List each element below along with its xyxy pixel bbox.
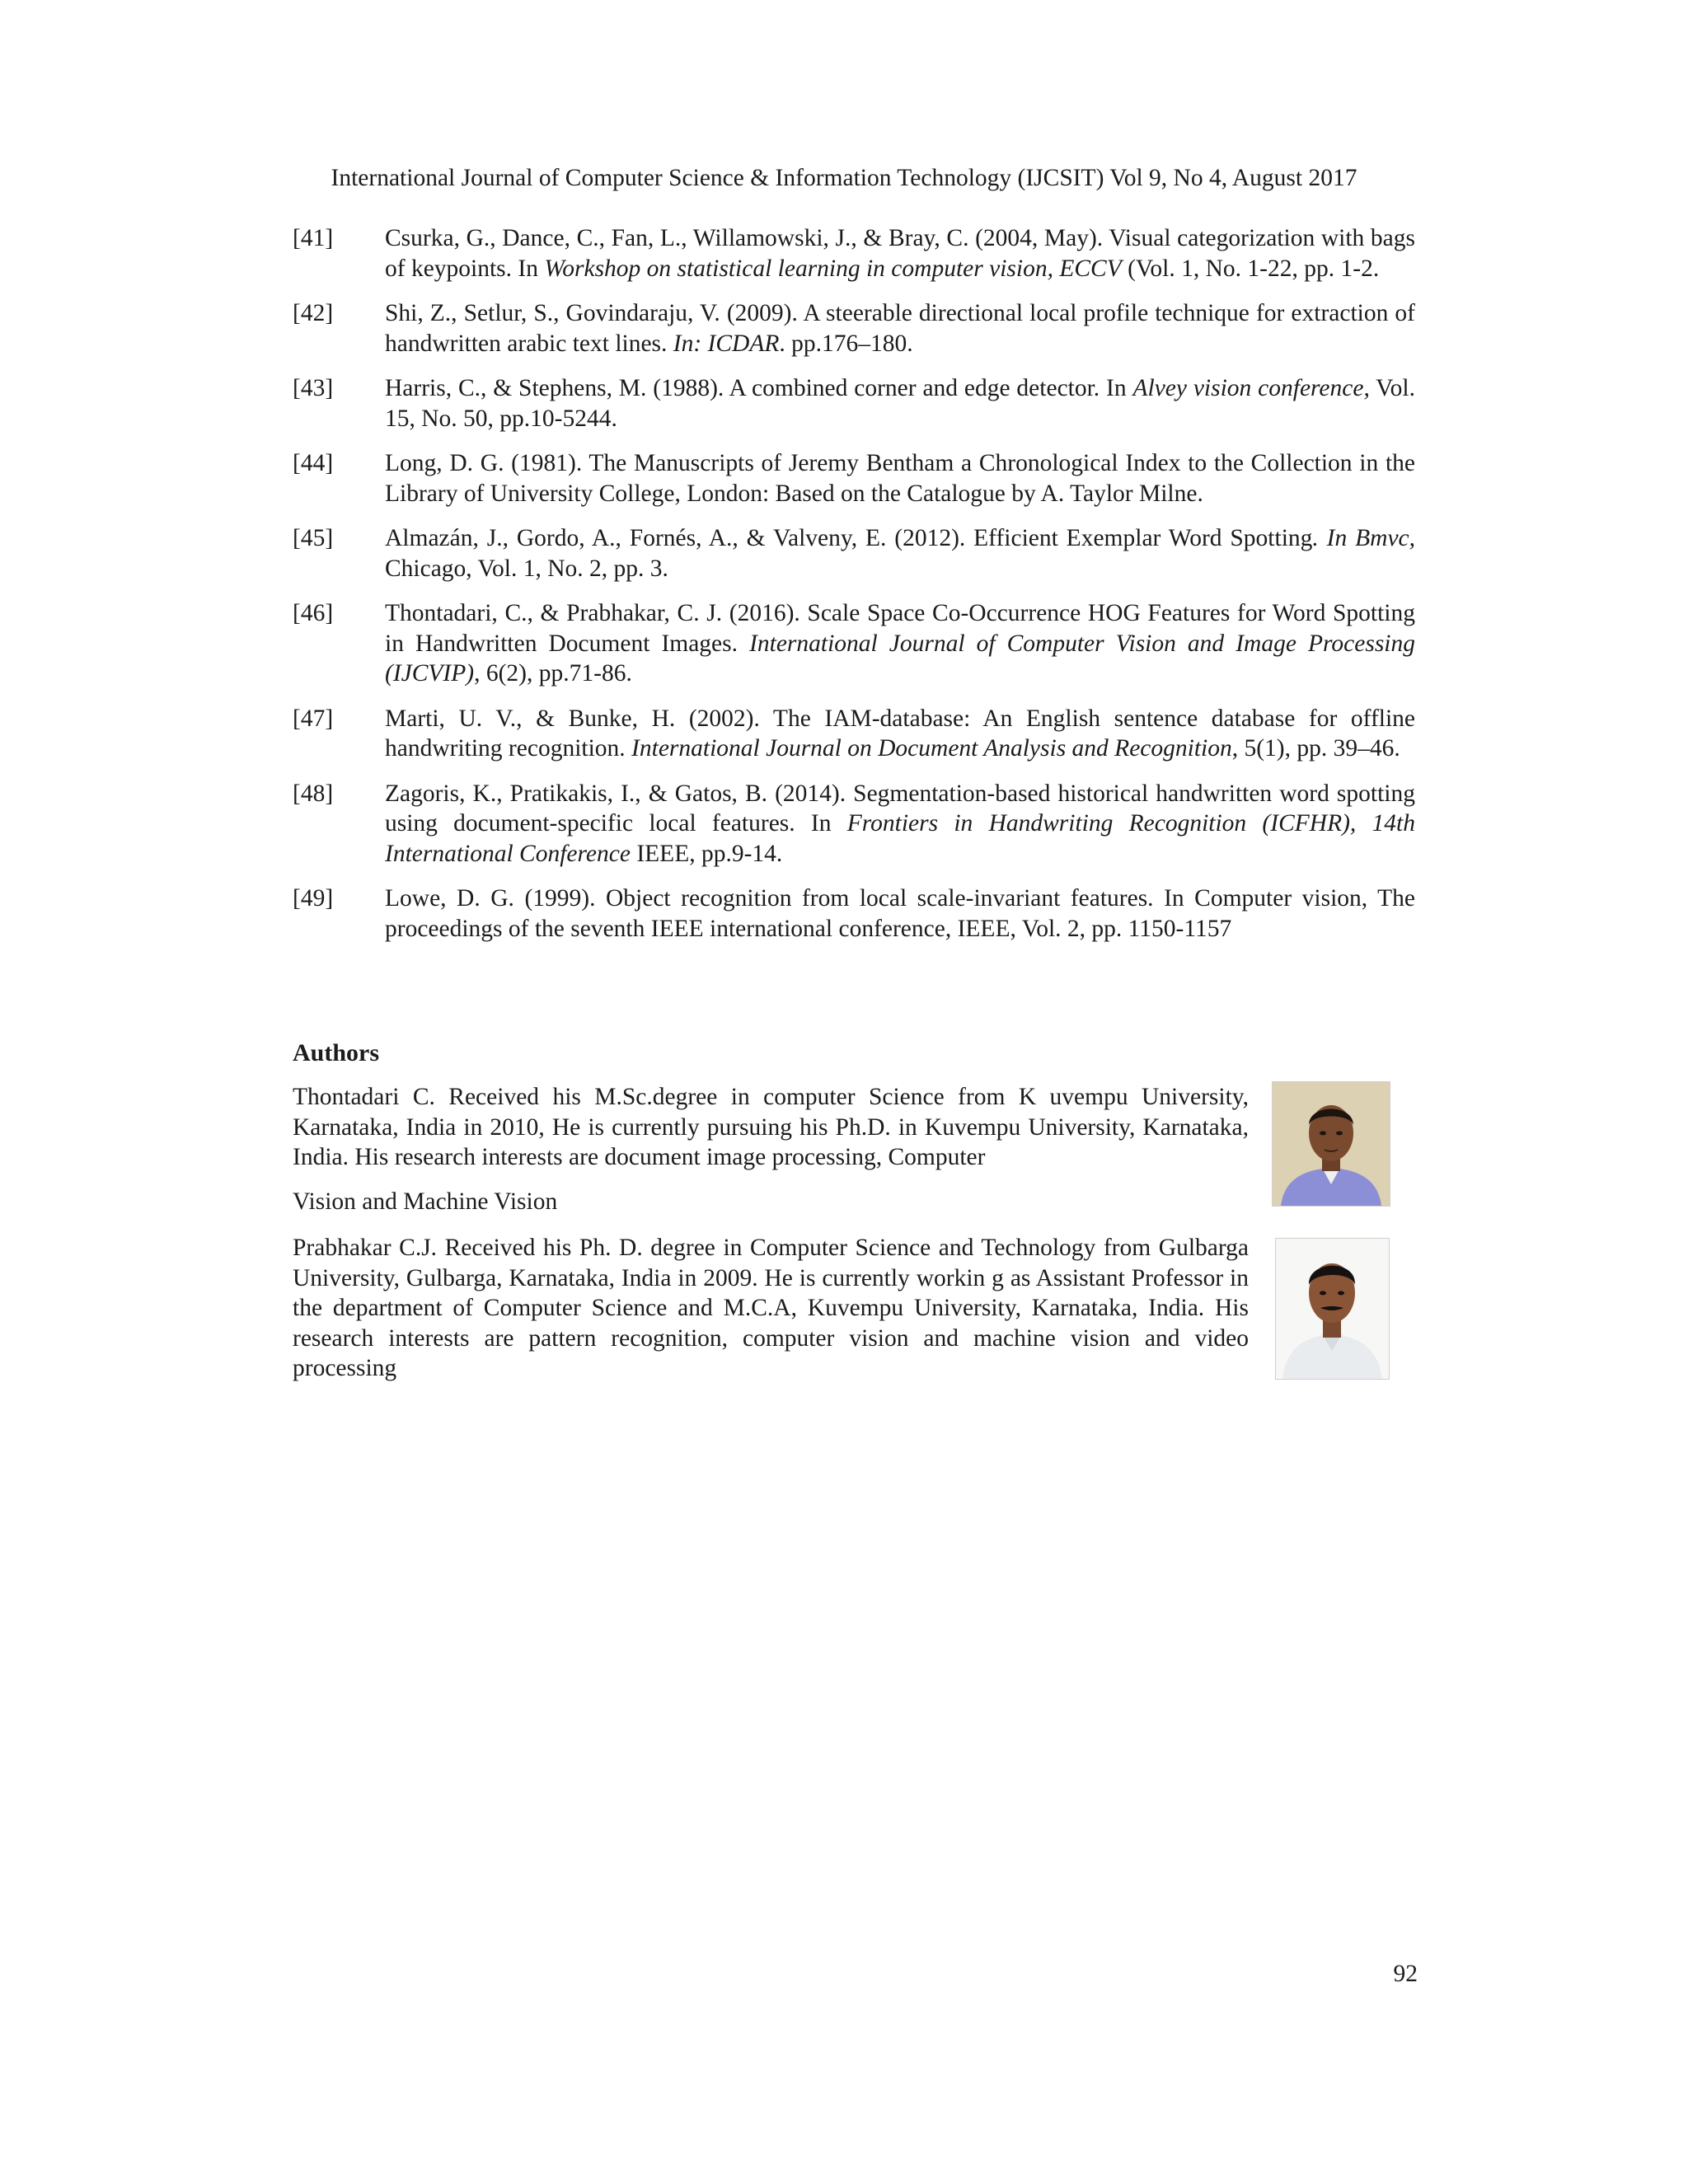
- reference-number: [42]: [293, 300, 334, 326]
- author-photo-prabhakar: [1275, 1238, 1390, 1380]
- reference-number: [46]: [293, 600, 334, 626]
- reference-text: Thontadari, C., & Prabhakar, C. J. (2016). Scale Space Co-Occurrence HOG Features for Word Spotting in Handwritten Document Images. International Journal of Computer Vision and Image Processing (IJCVIP), 6(2), pp.71-86.: [385, 600, 1415, 687]
- reference-item: [293, 223, 1415, 284]
- reference-item: [293, 448, 1415, 509]
- author-bio-prabhakar: Prabhakar C.J. Received his Ph. D. degree in Computer Science and Technology from Gulbarga University, Gulbarga, Karnataka, India in 2009. He is currently workin g as Assistant Professor in the department of Computer Science and M.C.A, Kuvempu University, Karnataka, India. His research interests are pattern recognition, computer vision and machine vision and video processing: [293, 1235, 1249, 1381]
- reference-number: [41]: [293, 225, 334, 251]
- reference-text: Long, D. G. (1981). The Manuscripts of Jeremy Bentham a Chronological Index to the Collection in the Library of University College, London: Based on the Catalogue by A. Taylor Milne.: [385, 450, 1415, 507]
- reference-item: [293, 598, 1415, 689]
- reference-item: [293, 298, 1415, 359]
- reference-number: [47]: [293, 705, 334, 732]
- reference-text: Almazán, J., Gordo, A., Fornés, A., & Valveny, E. (2012). Efficient Exemplar Word Spotting. In Bmvc, Chicago, Vol. 1, No. 2, pp. 3.: [385, 525, 1416, 582]
- reference-number: [49]: [293, 885, 334, 912]
- reference-number: [48]: [293, 780, 334, 807]
- reference-text: Zagoris, K., Pratikakis, I., & Gatos, B. (2014). Segmentation-based historical handwritten word spotting using document-specific local features. In Frontiers in Handwriting Recognition (ICFHR), 14th International Conference IEEE, pp.9-14.: [385, 780, 1415, 867]
- reference-number: [43]: [293, 375, 334, 401]
- reference-text: Lowe, D. G. (1999). Object recognition from local scale-invariant features. In Computer vision, The proceedings of the seventh IEEE international conference, IEEE, Vol. 2, pp. 1150-1157: [385, 885, 1415, 942]
- author-bio-thontadari-tail: Vision and Machine Vision: [293, 1188, 558, 1215]
- reference-text: Marti, U. V., & Bunke, H. (2002). The IAM-database: An English sentence database for offline handwriting recognition. International Journal on Document Analysis and Recognition, 5(1), pp. 39–46.: [385, 705, 1415, 762]
- portrait-icon: [1273, 1082, 1390, 1206]
- reference-text: Shi, Z., Setlur, S., Govindaraju, V. (2009). A steerable directional local profile technique for extraction of handwritten arabic text lines. In: ICDAR. pp.176–180.: [385, 300, 1415, 357]
- reference-item: [293, 779, 1415, 869]
- authors-heading: Authors: [293, 1039, 380, 1066]
- reference-number: [44]: [293, 450, 334, 476]
- reference-text: Csurka, G., Dance, C., Fan, L., Willamowski, J., & Bray, C. (2004, May). Visual categorization with bags of keypoints. In Workshop on statistical learning in computer vision, ECCV (Vol. 1, No. 1-22, pp. 1-2.: [385, 225, 1415, 282]
- running-header: International Journal of Computer Science & Information Technology (IJCSIT) Vol 9, No 4, August 2017: [331, 165, 1357, 191]
- reference-number: [45]: [293, 525, 334, 551]
- reference-text: Harris, C., & Stephens, M. (1988). A combined corner and edge detector. In Alvey vision conference, Vol. 15, No. 50, pp.10-5244.: [385, 375, 1415, 432]
- reference-item: [293, 883, 1415, 944]
- author-photo-thontadari: [1272, 1081, 1390, 1207]
- reference-item: [293, 704, 1415, 764]
- reference-item: [293, 373, 1415, 434]
- author-bio-thontadari: Thontadari C. Received his M.Sc.degree in computer Science from K uvempu University, Karnataka, India in 2010, He is currently pursuing his Ph.D. in Kuvempu University, Karnataka, India. His research interests are document image processing, Computer: [293, 1084, 1249, 1170]
- page-number: 92: [1393, 1961, 1418, 1987]
- portrait-icon: [1276, 1239, 1389, 1379]
- reference-item: [293, 523, 1415, 583]
- reference-list: [293, 223, 1415, 958]
